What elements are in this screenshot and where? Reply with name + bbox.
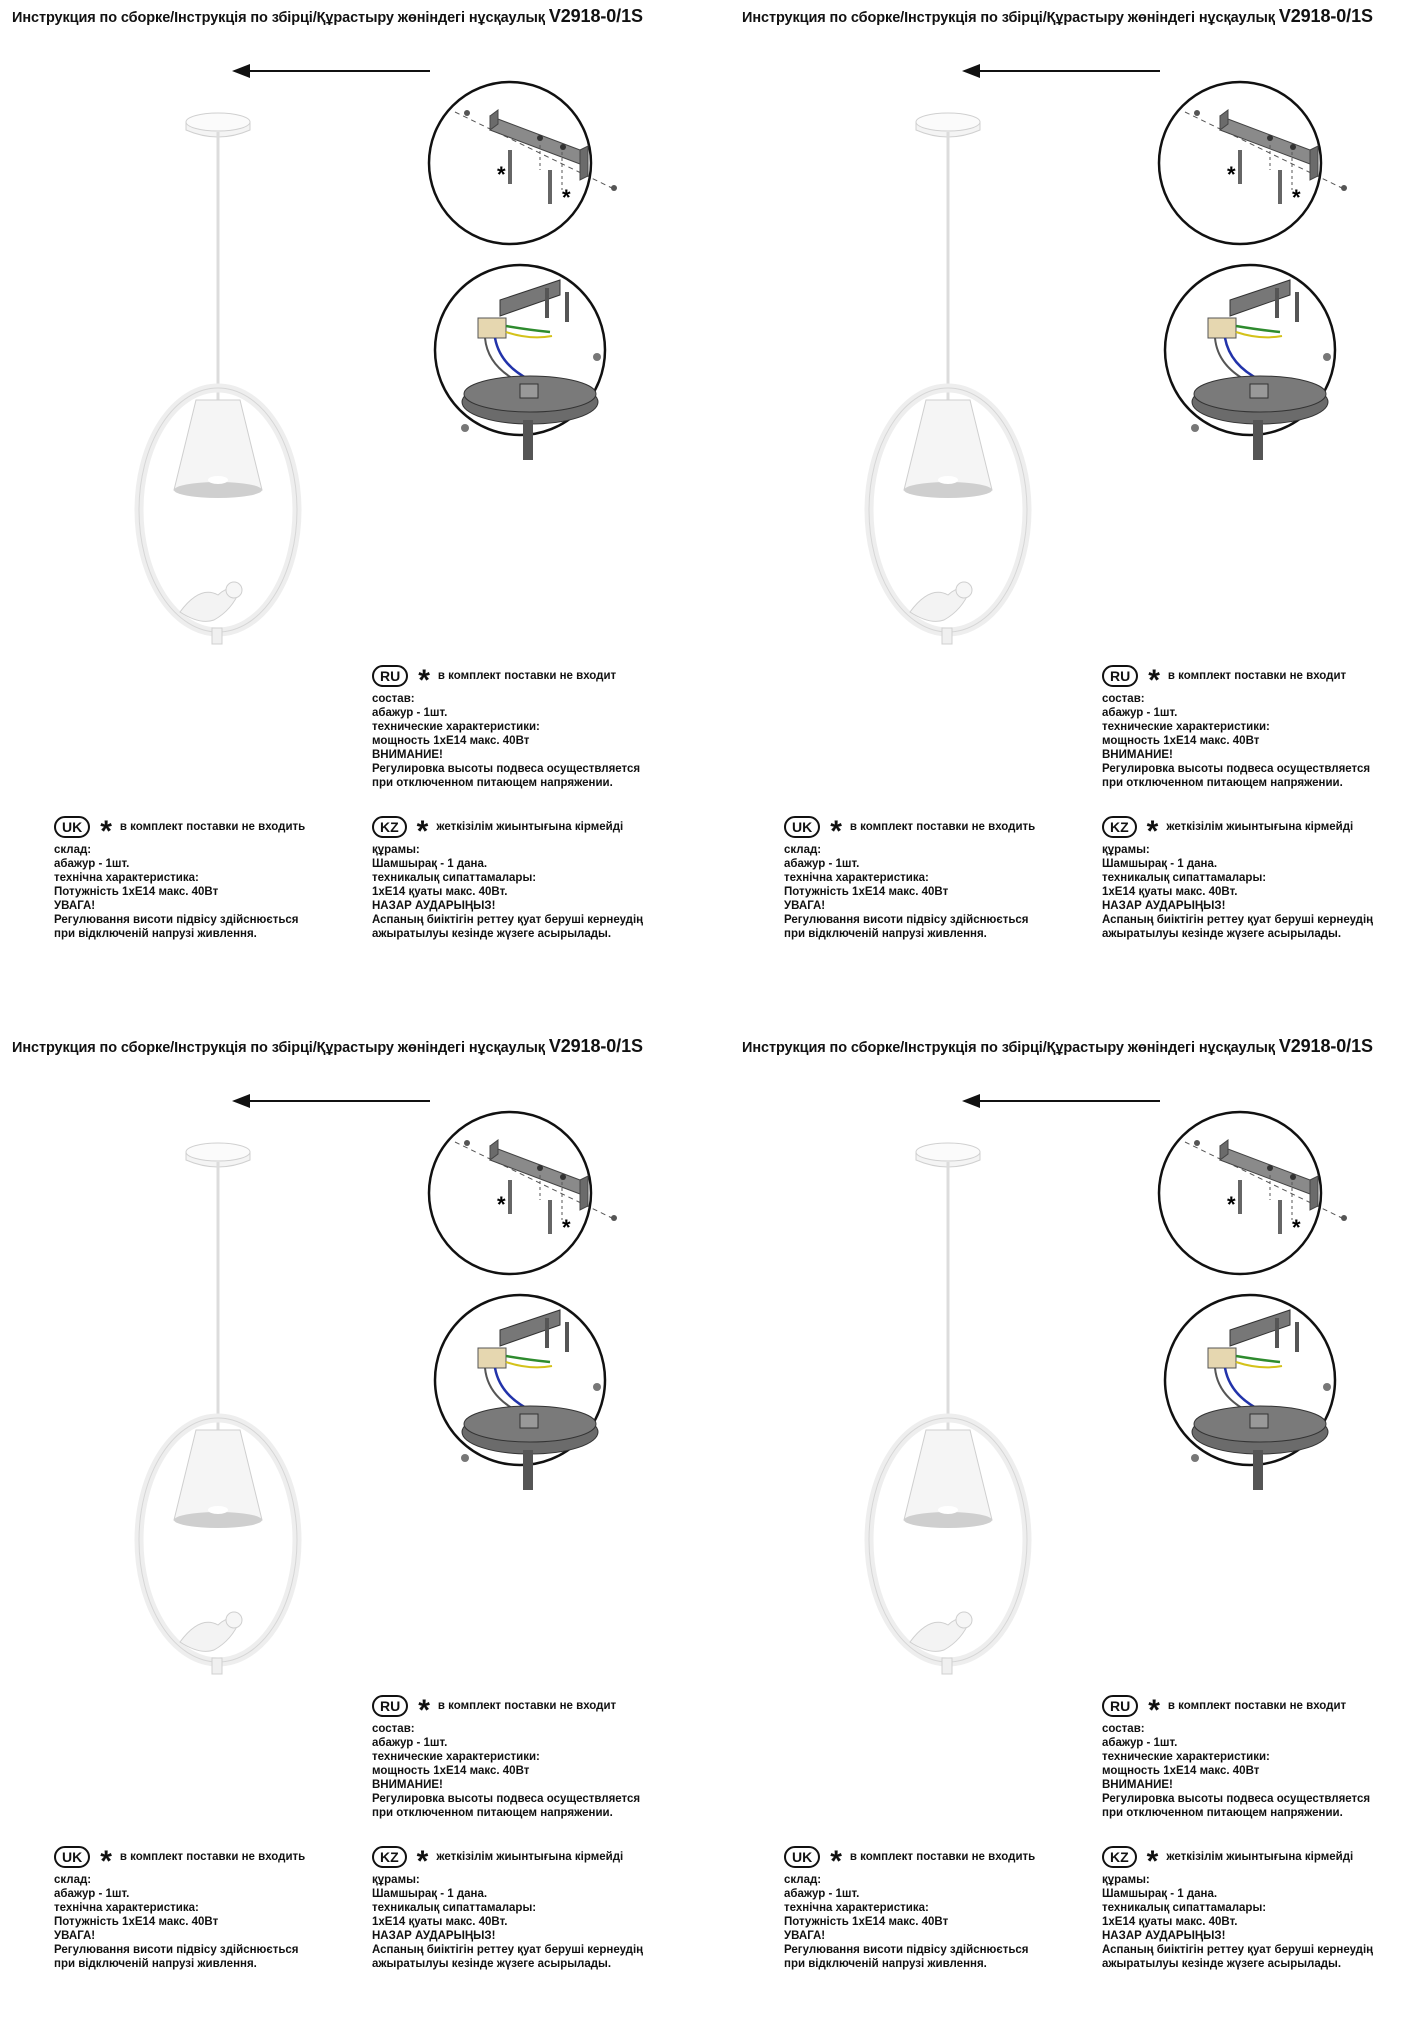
uk-line: УВАГА! [784, 1930, 826, 1942]
ru-badge: RU [372, 665, 408, 687]
asterisk-icon: * [100, 815, 112, 848]
ru-line: Регулировка высоты подвеса осуществляется [1102, 763, 1371, 775]
uk-line: Регулювання висоти підвісу здійснюється [784, 914, 1029, 926]
uk-line: абажур - 1шт. [54, 858, 130, 870]
kz-line: құрамы: [372, 1874, 420, 1886]
svg-text:*: * [497, 162, 506, 187]
ru-section [1102, 664, 1370, 790]
uk-note: в комплект поставки не входить [119, 821, 306, 833]
asterisk-icon: * [1148, 664, 1160, 697]
canopy-wiring-detail-drawing [1165, 1295, 1335, 1490]
uk-line: УВАГА! [54, 900, 96, 912]
uk-line: склад: [784, 844, 822, 856]
kz-line: 1хЕ14 қуаты макс. 40Вт. [1102, 1916, 1238, 1928]
kz-line: Шамшырақ - 1 дана. [1102, 858, 1218, 870]
ru-line: мощность 1хЕ14 макс. 40Вт [1102, 735, 1260, 747]
model-number: V2918-0/1S [1278, 6, 1373, 26]
uk-line: технічна характеристика: [784, 1902, 929, 1914]
kz-badge: KZ [1102, 816, 1137, 838]
kz-line: НАЗАР АУДАРЫҢЫЗ! [372, 1930, 496, 1942]
uk-line: склад: [54, 844, 92, 856]
pendant-lamp-drawing [869, 1143, 1027, 1674]
ru-note: в комплект поставки не входит [1167, 1700, 1347, 1712]
kz-note: жеткізілім жиынтығына кірмейді [1166, 821, 1354, 833]
model-number: V2918-0/1S [548, 1036, 643, 1056]
uk-line: технічна характеристика: [54, 1902, 199, 1914]
asterisk-icon: * [416, 815, 429, 848]
ru-line: Регулировка высоты подвеса осуществляется [372, 1793, 641, 1805]
uk-line: абажур - 1шт. [784, 1888, 860, 1900]
svg-text:*: * [497, 1192, 506, 1217]
ru-line: при отключенном питающем напряжении. [372, 777, 613, 789]
uk-line: при відключеній напрузі живлення. [54, 1958, 257, 1970]
ru-badge: RU [1102, 1695, 1138, 1717]
ru-line: при отключенном питающем напряжении. [1102, 777, 1343, 789]
svg-text:*: * [1292, 185, 1301, 210]
kz-section [372, 1845, 643, 1971]
ru-line: состав: [1102, 1723, 1145, 1735]
instruction-panel [0, 1030, 705, 2030]
pendant-lamp-drawing [869, 113, 1027, 644]
kz-line: техникалық сипаттамалары: [1102, 872, 1267, 884]
uk-section [784, 815, 1035, 941]
ru-line: состав: [1102, 693, 1145, 705]
ru-line: технические характеристики: [372, 721, 540, 733]
uk-line: Потужність 1хЕ14 макс. 40Вт [54, 1916, 219, 1928]
direction-arrow [962, 1094, 1160, 1108]
kz-line: құрамы: [1102, 1874, 1150, 1886]
pendant-lamp-drawing [139, 113, 297, 644]
uk-line: склад: [784, 1874, 822, 1886]
uk-line: абажур - 1шт. [54, 1888, 130, 1900]
uk-line: абажур - 1шт. [784, 858, 860, 870]
kz-line: Аспаның биіктігін реттеу қуат беруші кернеудің [372, 914, 644, 926]
uk-line: УВАГА! [784, 900, 826, 912]
uk-line: Потужність 1хЕ14 макс. 40Вт [784, 886, 949, 898]
ru-line: мощность 1хЕ14 макс. 40Вт [1102, 1765, 1260, 1777]
kz-line: техникалық сипаттамалары: [372, 1902, 537, 1914]
kz-line: 1хЕ14 қуаты макс. 40Вт. [1102, 886, 1238, 898]
bracket-detail-drawing [1159, 82, 1347, 244]
kz-line: Аспаның биіктігін реттеу қуат беруші кернеудің [1102, 914, 1374, 926]
asterisk-icon: * [1148, 1694, 1160, 1727]
svg-text:*: * [562, 1215, 571, 1240]
asterisk-icon: * [830, 1845, 842, 1878]
ru-line: ВНИМАНИЕ! [372, 1779, 443, 1791]
uk-line: технічна характеристика: [54, 872, 199, 884]
bracket-detail-drawing [429, 1112, 617, 1274]
asterisk-icon: * [1146, 815, 1159, 848]
uk-section [54, 815, 305, 941]
title-text: Инструкция по сборке/Інструкція по збірці/Құрастыру жөніндегі нұсқаулық [742, 10, 1275, 26]
uk-note: в комплект поставки не входить [119, 1851, 306, 1863]
uk-badge: UK [784, 816, 820, 838]
ru-note: в комплект поставки не входит [437, 1700, 617, 1712]
uk-line: при відключеній напрузі живлення. [784, 928, 987, 940]
ru-line: технические характеристики: [372, 1751, 540, 1763]
asterisk-icon: * [416, 1845, 429, 1878]
ru-note: в комплект поставки не входит [1167, 670, 1347, 682]
uk-section [784, 1845, 1035, 1971]
canopy-wiring-detail-drawing [1165, 265, 1335, 460]
asterisk-icon: * [418, 664, 430, 697]
kz-line: 1хЕ14 қуаты макс. 40Вт. [372, 1916, 508, 1928]
asterisk-icon: * [830, 815, 842, 848]
ru-line: состав: [372, 1723, 415, 1735]
kz-line: Шамшырақ - 1 дана. [372, 858, 488, 870]
uk-note: в комплект поставки не входить [849, 1851, 1036, 1863]
kz-line: ажыратылуы кезінде жүзеге асырылады. [1102, 928, 1342, 940]
ru-line: при отключенном питающем напряжении. [1102, 1807, 1343, 1819]
model-number: V2918-0/1S [548, 6, 643, 26]
title-text: Инструкция по сборке/Інструкція по збірці/Құрастыру жөніндегі нұсқаулық [742, 1040, 1275, 1056]
asterisk-icon: * [1146, 1845, 1159, 1878]
kz-badge: KZ [372, 816, 407, 838]
title-text: Инструкция по сборке/Інструкція по збірці/Құрастыру жөніндегі нұсқаулық [12, 1040, 545, 1056]
direction-arrow [232, 1094, 430, 1108]
ru-line: состав: [372, 693, 415, 705]
ru-section [1102, 1694, 1370, 1820]
kz-badge: KZ [372, 1846, 407, 1868]
kz-line: НАЗАР АУДАРЫҢЫЗ! [372, 900, 496, 912]
uk-line: Регулювання висоти підвісу здійснюється [54, 1944, 299, 1956]
kz-line: құрамы: [372, 844, 420, 856]
uk-line: УВАГА! [54, 1930, 96, 1942]
kz-line: Аспаның биіктігін реттеу қуат беруші кернеудің [1102, 1944, 1374, 1956]
ru-badge: RU [372, 1695, 408, 1717]
ru-section [372, 664, 640, 790]
ru-line: мощность 1хЕ14 макс. 40Вт [372, 735, 530, 747]
kz-line: 1хЕ14 қуаты макс. 40Вт. [372, 886, 508, 898]
uk-badge: UK [54, 816, 90, 838]
canopy-wiring-detail-drawing [435, 1295, 605, 1490]
canopy-wiring-detail-drawing [435, 265, 605, 460]
kz-line: ажыратылуы кезінде жүзеге асырылады. [1102, 1958, 1342, 1970]
ru-line: ВНИМАНИЕ! [1102, 749, 1173, 761]
kz-line: ажыратылуы кезінде жүзеге асырылады. [372, 928, 612, 940]
uk-line: Потужність 1хЕ14 макс. 40Вт [54, 886, 219, 898]
svg-text:*: * [1227, 162, 1236, 187]
uk-line: склад: [54, 1874, 92, 1886]
ru-line: мощность 1хЕ14 макс. 40Вт [372, 1765, 530, 1777]
kz-line: құрамы: [1102, 844, 1150, 856]
asterisk-icon: * [418, 1694, 430, 1727]
kz-line: Шамшырақ - 1 дана. [1102, 1888, 1218, 1900]
uk-line: Регулювання висоти підвісу здійснюється [784, 1944, 1029, 1956]
instruction-panel [730, 0, 1410, 1000]
direction-arrow [962, 64, 1160, 78]
ru-line: абажур - 1шт. [1102, 707, 1178, 719]
kz-line: НАЗАР АУДАРЫҢЫЗ! [1102, 900, 1226, 912]
ru-line: ВНИМАНИЕ! [1102, 1779, 1173, 1791]
uk-badge: UK [784, 1846, 820, 1868]
uk-line: при відключеній напрузі живлення. [54, 928, 257, 940]
title-text: Инструкция по сборке/Інструкція по збірці/Құрастыру жөніндегі нұсқаулық [12, 10, 545, 26]
bracket-detail-drawing [1159, 1112, 1347, 1274]
kz-line: ажыратылуы кезінде жүзеге асырылады. [372, 1958, 612, 1970]
kz-line: техникалық сипаттамалары: [372, 872, 537, 884]
kz-line: техникалық сипаттамалары: [1102, 1902, 1267, 1914]
direction-arrow [232, 64, 430, 78]
ru-line: технические характеристики: [1102, 1751, 1270, 1763]
svg-text:*: * [562, 185, 571, 210]
model-number: V2918-0/1S [1278, 1036, 1373, 1056]
asterisk-icon: * [100, 1845, 112, 1878]
ru-line: Регулировка высоты подвеса осуществляется [372, 763, 641, 775]
pendant-lamp-drawing [139, 1143, 297, 1674]
kz-badge: KZ [1102, 1846, 1137, 1868]
uk-badge: UK [54, 1846, 90, 1868]
uk-line: Регулювання висоти підвісу здійснюється [54, 914, 299, 926]
ru-line: абажур - 1шт. [372, 707, 448, 719]
bracket-detail-drawing [429, 82, 617, 244]
kz-note: жеткізілім жиынтығына кірмейді [1166, 1851, 1354, 1863]
ru-badge: RU [1102, 665, 1138, 687]
svg-text:*: * [1292, 1215, 1301, 1240]
uk-note: в комплект поставки не входить [849, 821, 1036, 833]
kz-section [1102, 1845, 1373, 1971]
kz-note: жеткізілім жиынтығына кірмейді [436, 821, 624, 833]
uk-line: при відключеній напрузі живлення. [784, 1958, 987, 1970]
uk-section [54, 1845, 305, 1971]
ru-line: при отключенном питающем напряжении. [372, 1807, 613, 1819]
ru-section [372, 1694, 640, 1820]
ru-line: технические характеристики: [1102, 721, 1270, 733]
kz-line: НАЗАР АУДАРЫҢЫЗ! [1102, 1930, 1226, 1942]
ru-line: ВНИМАНИЕ! [372, 749, 443, 761]
kz-section [1102, 815, 1373, 941]
svg-text:*: * [1227, 1192, 1236, 1217]
uk-line: Потужність 1хЕ14 макс. 40Вт [784, 1916, 949, 1928]
kz-section [372, 815, 643, 941]
uk-line: технічна характеристика: [784, 872, 929, 884]
kz-line: Аспаның биіктігін реттеу қуат беруші кернеудің [372, 1944, 644, 1956]
ru-note: в комплект поставки не входит [437, 670, 617, 682]
instruction-panel [730, 1030, 1410, 2030]
ru-line: абажур - 1шт. [372, 1737, 448, 1749]
ru-line: Регулировка высоты подвеса осуществляется [1102, 1793, 1371, 1805]
kz-line: Шамшырақ - 1 дана. [372, 1888, 488, 1900]
instruction-panel [0, 0, 705, 1000]
ru-line: абажур - 1шт. [1102, 1737, 1178, 1749]
kz-note: жеткізілім жиынтығына кірмейді [436, 1851, 624, 1863]
